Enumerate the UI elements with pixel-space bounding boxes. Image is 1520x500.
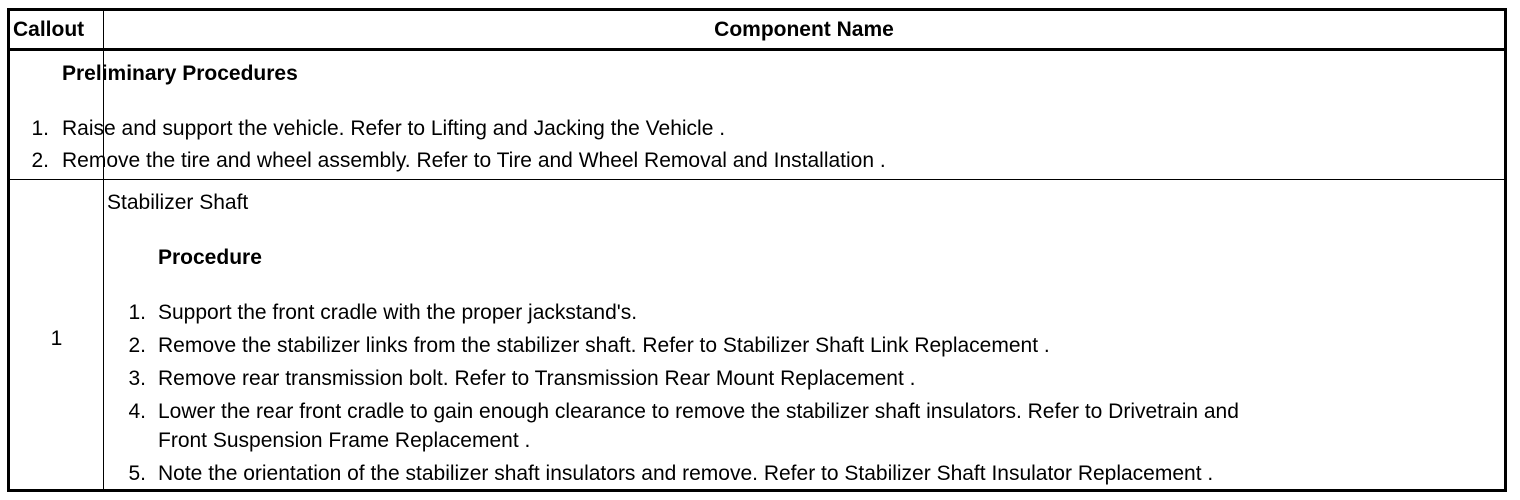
procedure-step-text: Note the orientation of the stabilizer shaft insulators and remove. Refer to Stabilizer Shaft Insulator Replacement .	[158, 462, 1214, 485]
header-component-name: Component Name	[714, 18, 894, 41]
header-callout: Callout	[13, 18, 85, 41]
preliminary-step-number: 1.	[31, 117, 49, 140]
procedure-step-number: 3.	[128, 367, 146, 390]
procedure-table	[7, 8, 1507, 492]
preliminary-step-text: Remove the tire and wheel assembly. Refer to Tire and Wheel Removal and Installation .	[62, 149, 886, 172]
procedure-step-number: 1.	[128, 301, 146, 324]
preliminary-title: Preliminary Procedures	[62, 62, 298, 85]
preliminary-step-text: Raise and support the vehicle. Refer to Lifting and Jacking the Vehicle .	[62, 117, 726, 140]
row-divider	[10, 179, 1504, 180]
procedure-step-text: Remove the stabilizer links from the stabilizer shaft. Refer to Stabilizer Shaft Link Replacement .	[158, 334, 1050, 357]
procedure-step-text: Lower the rear front cradle to gain enough clearance to remove the stabilizer shaft insulators. Refer to Drivetrain and	[158, 400, 1239, 423]
procedure-step-text: Support the front cradle with the proper jackstand's.	[158, 301, 638, 324]
procedure-step-number: 2.	[128, 334, 146, 357]
component-name: Stabilizer Shaft	[107, 191, 249, 214]
preliminary-step-number: 2.	[31, 149, 49, 172]
procedure-title: Procedure	[158, 246, 262, 269]
procedure-step-number: 4.	[128, 400, 146, 423]
callout-number: 1	[50, 327, 63, 350]
procedure-step-number: 5.	[128, 462, 146, 485]
header-divider	[10, 48, 1504, 51]
procedure-step-text: Remove rear transmission bolt. Refer to Transmission Rear Mount Replacement .	[158, 367, 916, 390]
procedure-step-text-continued: Front Suspension Frame Replacement .	[158, 429, 531, 452]
